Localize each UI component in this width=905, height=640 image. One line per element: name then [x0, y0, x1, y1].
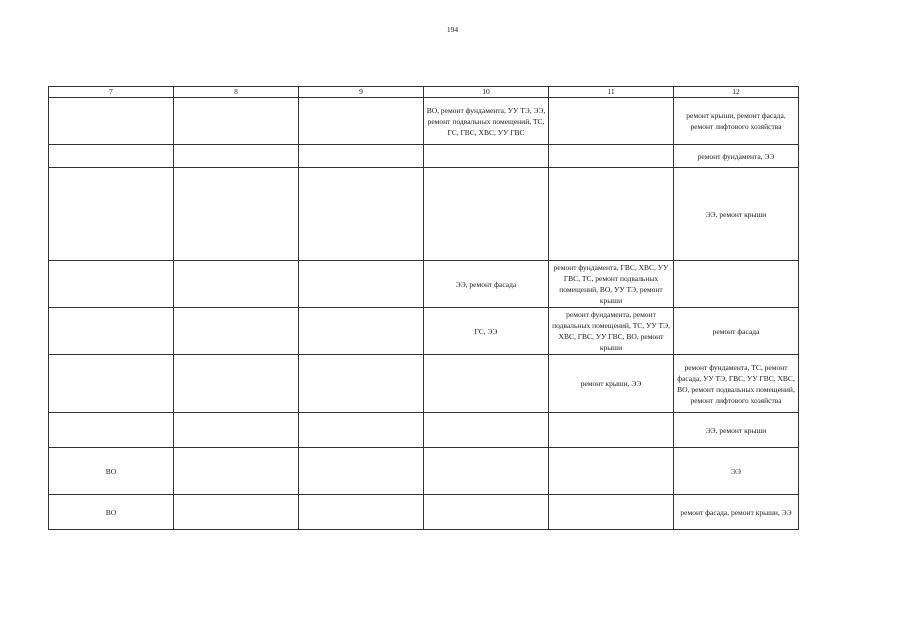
table-cell: ВО, ремонт фундамента, УУ ТЭ, ЭЭ, ремонт подвальных помещений, ТС, ГС, ГВС, ХВС, УУ ГВС — [424, 98, 549, 145]
table-cell — [174, 413, 299, 448]
column-header: 9 — [299, 87, 424, 98]
table-row — [49, 413, 799, 448]
page-number: 194 — [446, 25, 459, 34]
table-cell — [549, 168, 674, 261]
table-cell: ВО — [49, 495, 174, 530]
table-cell — [549, 413, 674, 448]
table-cell — [49, 145, 174, 168]
table-cell: ремонт фундамента, ТС, ремонт фасада, УУ ТЭ, ГВС, УУ ГВС, ХВС, ВО, ремонт подвальных помещений, ремонт лифтового хозяйства — [674, 355, 799, 413]
table-cell: ГС, ЭЭ — [424, 308, 549, 355]
table-cell — [549, 495, 674, 530]
table-row — [49, 355, 799, 413]
table-cell — [424, 495, 549, 530]
table-row — [49, 168, 799, 261]
column-header: 12 — [674, 87, 799, 98]
table-cell — [424, 145, 549, 168]
table-cell — [549, 98, 674, 145]
table-cell — [49, 261, 174, 308]
table-cell: ремонт фасада, ремонт крыши, ЭЭ — [674, 495, 799, 530]
table-cell: ремонт фундамента, ГВС, ХВС, УУ ГВС, ТС, ремонт подвальных помещений, ВО, УУ ТЭ, ремонт крыши — [549, 261, 674, 308]
table-cell — [49, 355, 174, 413]
table-cell: ремонт крыши, ремонт фасада, ремонт лифтового хозяйства — [674, 98, 799, 145]
table-cell — [674, 261, 799, 308]
table-cell — [174, 495, 299, 530]
table-cell — [299, 145, 424, 168]
table-cell: ВО — [49, 448, 174, 495]
table-row — [49, 495, 799, 530]
table-row — [49, 98, 799, 145]
table-row — [49, 145, 799, 168]
table-cell: ремонт фасада — [674, 308, 799, 355]
table-cell — [549, 448, 674, 495]
table-cell — [549, 145, 674, 168]
table-cell — [299, 413, 424, 448]
table-cell: ЭЭ, ремонт фасада — [424, 261, 549, 308]
table-cell — [424, 355, 549, 413]
column-header: 11 — [549, 87, 674, 98]
table-header-row — [49, 87, 799, 98]
table-cell — [174, 261, 299, 308]
table-cell — [174, 355, 299, 413]
data-table — [48, 86, 799, 530]
table-cell — [299, 495, 424, 530]
table-row — [49, 261, 799, 308]
table-cell — [49, 308, 174, 355]
table-cell — [174, 98, 299, 145]
table-cell — [174, 145, 299, 168]
column-header: 10 — [424, 87, 549, 98]
table-cell — [49, 413, 174, 448]
table-cell — [174, 448, 299, 495]
table-cell — [299, 261, 424, 308]
table-cell — [424, 448, 549, 495]
table-row — [49, 448, 799, 495]
table-cell — [49, 98, 174, 145]
table-cell: ЭЭ, ремонт крыши — [674, 168, 799, 261]
table-cell — [299, 168, 424, 261]
table-cell — [299, 355, 424, 413]
table-cell — [299, 98, 424, 145]
table-cell — [424, 168, 549, 261]
table-cell — [174, 168, 299, 261]
column-header: 7 — [49, 87, 174, 98]
table-cell — [424, 413, 549, 448]
table-cell — [299, 308, 424, 355]
table-cell: ЭЭ, ремонт крыши — [674, 413, 799, 448]
table-cell: ремонт крыши, ЭЭ — [549, 355, 674, 413]
table-cell: ЭЭ — [674, 448, 799, 495]
table-row — [49, 308, 799, 355]
table-cell — [49, 168, 174, 261]
table-cell: ремонт фундамента, ремонт подвальных помещений, ТС, УУ ТЭ, ХВС, ГВС, УУ ГВС, ВО, ремонт крыши — [549, 308, 674, 355]
table-cell — [174, 308, 299, 355]
table-cell: ремонт фундамента, ЭЭ — [674, 145, 799, 168]
table-cell — [299, 448, 424, 495]
column-header: 8 — [174, 87, 299, 98]
